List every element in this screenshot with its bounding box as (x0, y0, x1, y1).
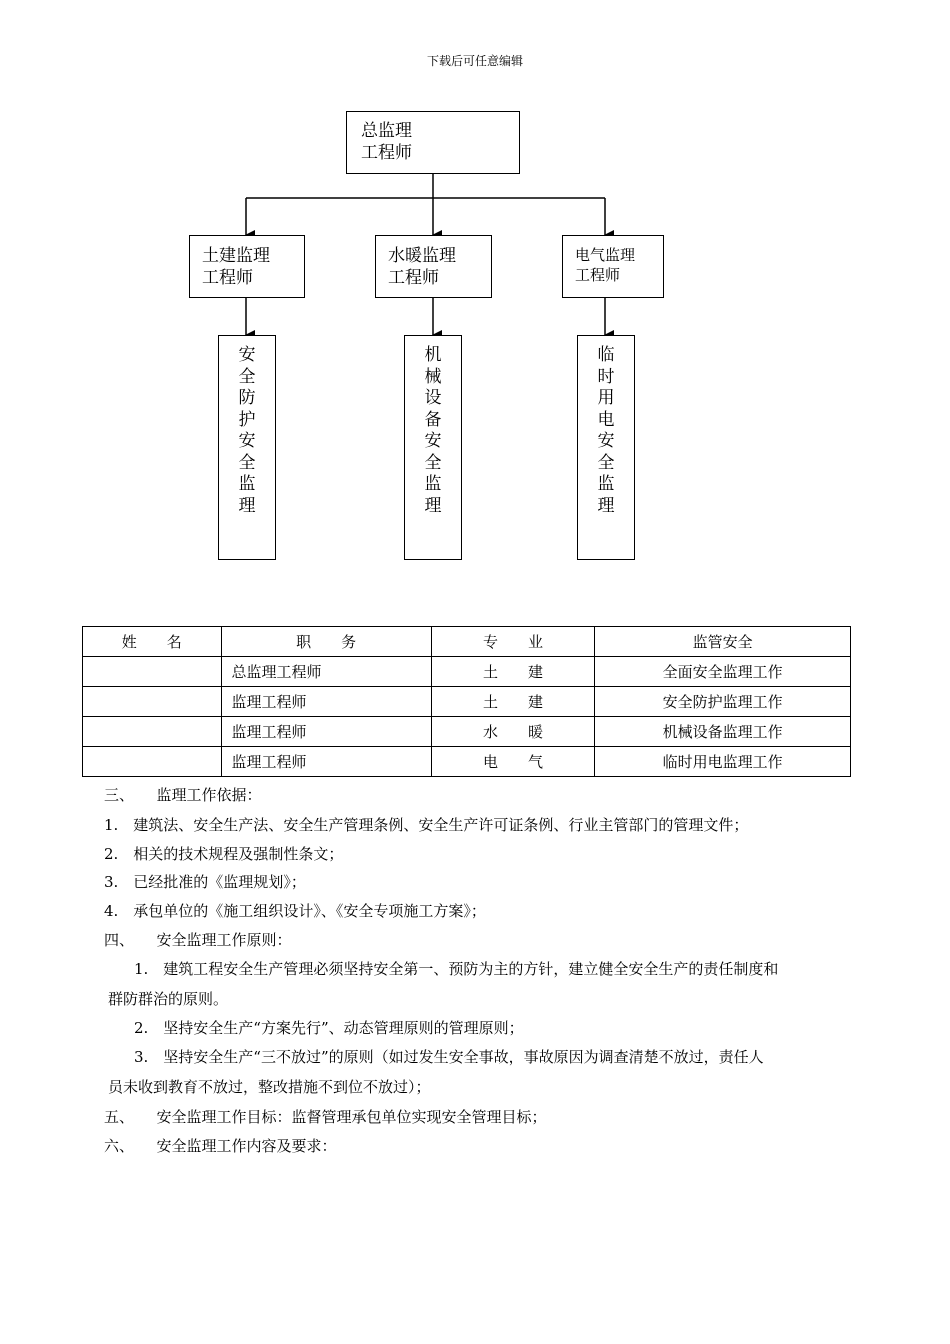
section-3-item-4: 4. 承包单位的《施工组织设计》、《安全专项施工方案》； (104, 902, 486, 920)
duty-char: 安 (424, 431, 442, 451)
cell-specialty: 电 气 (431, 747, 594, 777)
section-4-item-3-line-2: 员未收到教育不放过，整改措施不到位不放过）； (108, 1078, 431, 1096)
section-3-item-2: 2. 相关的技术规程及强制性条文； (104, 845, 344, 863)
duty-box-machinery (404, 335, 462, 560)
cell-name (83, 747, 222, 777)
duty-char: 机 (424, 345, 442, 365)
branch-title-plumbing: 水暖监理 工程师 (388, 246, 456, 288)
duty-box-safety-protection (218, 335, 276, 560)
table-row (83, 657, 851, 687)
section-3-item-1: 1. 建筑法、安全生产法、安全生产管理条例、安全生产许可证条例、行业主管部门的管理文件； (104, 816, 749, 834)
section-4-item-2: 2. 坚持安全生产“方案先行”、动态管理原则的管理原则； (134, 1019, 524, 1037)
branch-title-electrical: 电气监理 工程师 (575, 246, 636, 284)
root-box (346, 111, 520, 174)
column-header-name: 姓 名 (83, 627, 222, 657)
branch-title-civil: 土建监理 工程师 (202, 246, 270, 288)
branch-box-electrical (562, 235, 664, 298)
cell-name (83, 687, 222, 717)
branch-box-plumbing (375, 235, 492, 298)
section-5: 五、 安全监理工作目标：监督管理承包单位实现安全管理目标； (104, 1108, 547, 1126)
column-header-specialty: 专 业 (431, 627, 594, 657)
duty-box-temporary-power (577, 335, 635, 560)
cell-position: 总监理工程师 (221, 657, 431, 687)
duty-char: 监 (238, 474, 256, 494)
cell-name (83, 717, 222, 747)
duty-char: 全 (238, 366, 256, 387)
section-6-title: 六、 安全监理工作内容及要求： (104, 1137, 337, 1155)
duty-char: 全 (597, 452, 615, 473)
table-header-row (83, 627, 851, 657)
duty-char: 理 (597, 495, 615, 516)
duty-char: 监 (424, 474, 442, 494)
section-4-item-3-line-1: 3. 坚持安全生产“三不放过”的原则（如过发生安全事故，事故原因为调查清楚不放过，责任人 (134, 1048, 764, 1066)
duty-char: 电 (597, 409, 615, 430)
org-chart-connectors (0, 0, 950, 600)
section-3-item-3: 3. 已经批准的《监理规划》； (104, 873, 306, 891)
table-row (83, 717, 851, 747)
duty-char: 监 (597, 474, 615, 494)
root-title: 总监理 工程师 (361, 121, 412, 163)
table-row (83, 687, 851, 717)
section-3-title: 三、 监理工作依据： (104, 786, 262, 804)
duty-char: 安 (238, 431, 256, 451)
section-4-title: 四、 安全监理工作原则： (104, 931, 292, 949)
branch-box-civil (189, 235, 305, 298)
org-chart (0, 0, 950, 600)
duty-char: 理 (238, 495, 256, 516)
column-header-position: 职 务 (221, 627, 431, 657)
duty-char: 安 (597, 431, 615, 451)
duty-char: 理 (424, 495, 442, 516)
section-4-item-1-line-1: 1. 建筑工程安全生产管理必须坚持安全第一、预防为主的方针，建立健全安全生产的责任制度和 (134, 960, 779, 978)
cell-name (83, 657, 222, 687)
duty-char: 备 (424, 409, 442, 430)
cell-specialty: 土 建 (431, 657, 594, 687)
cell-specialty: 土 建 (431, 687, 594, 717)
cell-position: 监理工程师 (221, 687, 431, 717)
duty-char: 时 (597, 366, 615, 387)
section-4-item-1-line-2: 群防群治的原则。 (108, 990, 229, 1008)
duty-char: 安 (238, 345, 256, 365)
duty-char: 护 (238, 409, 256, 430)
cell-safety-scope: 安全防护监理工作 (595, 687, 851, 717)
duty-char: 械 (424, 366, 442, 387)
cell-safety-scope: 机械设备监理工作 (595, 717, 851, 747)
cell-position: 监理工程师 (221, 747, 431, 777)
duty-char: 临 (597, 345, 615, 365)
cell-safety-scope: 全面安全监理工作 (595, 657, 851, 687)
duty-char: 全 (424, 452, 442, 473)
cell-safety-scope: 临时用电监理工作 (595, 747, 851, 777)
cell-specialty: 水 暖 (431, 717, 594, 747)
page-header: 下载后可任意编辑 (426, 54, 523, 68)
column-header-safety-scope: 监管安全 (595, 627, 851, 657)
staff-table (82, 626, 851, 777)
duty-char: 设 (424, 388, 442, 408)
duty-char: 全 (238, 452, 256, 473)
duty-char: 防 (238, 388, 256, 408)
duty-char: 用 (597, 388, 615, 408)
cell-position: 监理工程师 (221, 717, 431, 747)
table-row (83, 747, 851, 777)
